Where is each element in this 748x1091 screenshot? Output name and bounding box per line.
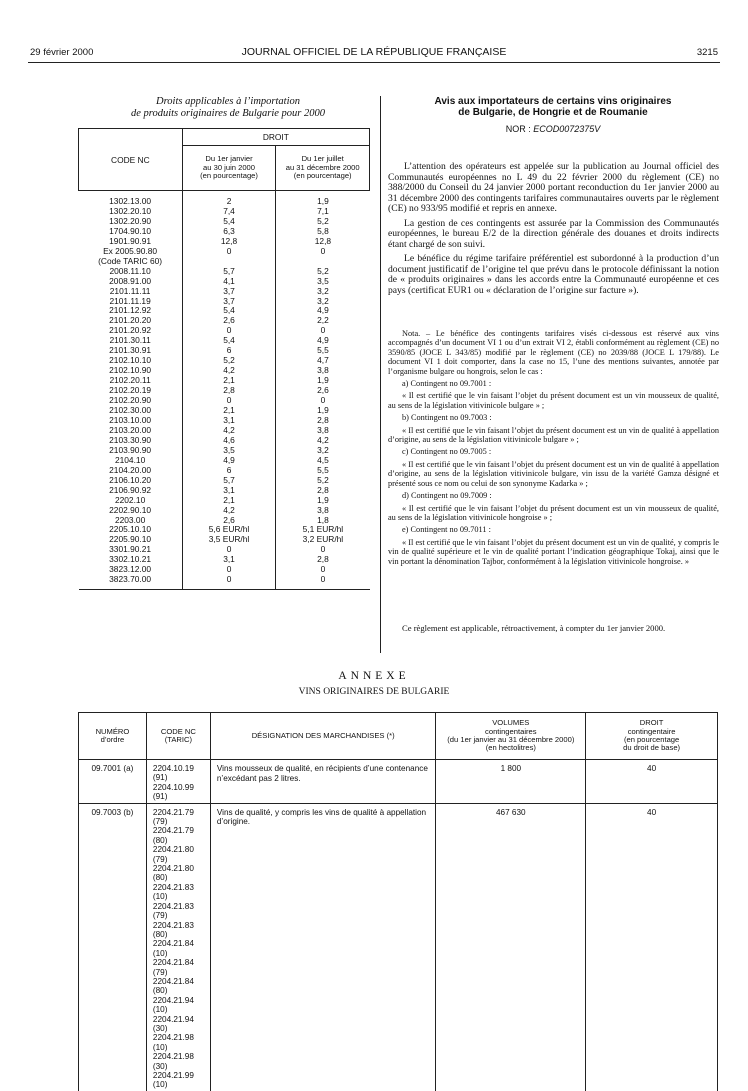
code-nc-cell: 2202.10: [79, 496, 183, 506]
code-nc-cell: 2008.91.00: [79, 277, 183, 287]
annex-code: 2204.21.99 (10): [152, 1071, 194, 1090]
duty-period-2-cell: 1,9: [317, 375, 329, 386]
annex-designation: Vins mousseux de qualité, en récipients d’une contenance n’excédant pas 2 litres.: [210, 760, 436, 804]
duty-period-1-cell: 0: [182, 545, 276, 555]
annex-table-body: [79, 760, 718, 1091]
nor-label: NOR :: [505, 124, 531, 134]
period-header-line: au 30 juin 2000: [203, 162, 255, 172]
annex-header-text: contingentaire: [627, 726, 676, 736]
code-nc-cell: 2205.10.10: [79, 525, 183, 535]
annex-volume: 1 800: [436, 760, 586, 804]
code-nc-header: CODE NC: [79, 129, 183, 191]
contingent-list: [388, 379, 719, 566]
duty-period-2-cell: 3,2 EUR/hl: [302, 534, 344, 545]
journal-title: JOURNAL OFFICIEL DE LA RÉPUBLIQUE FRANÇAISE: [241, 46, 507, 58]
duty-period-1-cell: 5,4: [182, 306, 276, 316]
code-nc-cell: 2202.90.10: [79, 506, 183, 516]
annex-header-text: VOLUMES: [492, 718, 530, 728]
duty-period-2-cell: 0: [320, 395, 326, 406]
duty-period-2-cell: 4,9: [317, 335, 329, 346]
duty-period-2-cell: 2,2: [317, 315, 329, 326]
duty-period-2-cell: 1,8: [317, 514, 329, 525]
duty-period-2-cell: 3,2: [317, 285, 329, 296]
duty-period-1-cell: 4,1: [182, 277, 276, 287]
annex-header-code: [146, 713, 210, 760]
duty-period-1-cell: 7,4: [182, 207, 276, 217]
duties-title-line: Droits applicables à l’importation: [156, 96, 300, 107]
annex-volume: 467 630: [436, 803, 586, 1091]
duty-period-2-cell: 0: [320, 564, 326, 575]
duty-period-1-cell: 12,8: [182, 237, 276, 247]
page-number: 3215: [696, 47, 718, 58]
duty-period-1-cell: 2,1: [182, 496, 276, 506]
annex-header-text: du droit de base): [623, 743, 681, 753]
annex-header-text: d’ordre: [100, 735, 125, 744]
code-nc-cell: 3823.70.00: [79, 575, 183, 589]
annex-header-text: (TARIC): [164, 735, 193, 744]
duty-period-2-cell: 3,5: [317, 275, 329, 286]
duty-period-1-cell: 2,6: [182, 516, 276, 526]
annex-designation: Vins de qualité, y compris les vins de qualité à appellation d’origine.: [210, 803, 436, 1091]
duty-period-2-cell: 5,8: [317, 225, 329, 236]
code-nc-cell: 1302.20.10: [79, 207, 183, 217]
contingent-label: d) Contingent no 09.7009 :: [402, 491, 492, 501]
duty-period-2-cell: 0: [320, 574, 326, 585]
annex-code: 2204.21.84 (79): [152, 958, 194, 977]
annex-code: 2204.21.83 (10): [152, 882, 194, 902]
annex-code: 2204.21.98 (10): [152, 1033, 194, 1052]
code-nc-cell: 1302.13.00: [79, 191, 183, 207]
annex-header-text: contingentaires: [485, 726, 537, 736]
duty-period-1-cell: 3,5 EUR/hl: [182, 535, 276, 545]
duty-period-2-cell: 0: [320, 544, 326, 555]
duty-period-2-cell: 2,8: [317, 414, 329, 425]
duty-period-1-cell: 5,4: [182, 336, 276, 346]
period-header-line: Du 1er juillet: [301, 154, 344, 164]
period-header-line: (en pourcentage): [293, 171, 352, 181]
duty-period-1-cell: 0: [182, 396, 276, 406]
notice-paragraph: La gestion de ces contingents est assurée par la Commission des Communautés européennes, le bureau E/2 de la direction générale des douanes et droits indirects étant chargé de son suivi.: [388, 217, 719, 250]
duty-period-2-cell: 2,6: [317, 385, 329, 396]
code-nc-cell: (Code TARIC 60): [79, 257, 183, 267]
nor-reference: [388, 124, 718, 134]
duty-period-1-cell: 5,6 EUR/hl: [182, 525, 276, 535]
duty-period-2-cell: 0: [320, 245, 326, 256]
duties-table: [78, 128, 370, 590]
period-1-header: [182, 146, 276, 191]
annex-header-text: DÉSIGNATION DES MARCHANDISES (*): [251, 730, 395, 740]
duty-period-1-cell: 3,5: [182, 446, 276, 456]
nota-intro: Nota. – Le bénéfice des contingents tarifaires visés ci-dessous est réservé aux vins accompagnés d’un document VI 1 ou d’un extrait VI 2, établi conformément au règlement (CE) no 3590/85 (JOCE L 343/85) modifié par le règlement (CE) no 2039/88 (JOCE L 179/88). Le document VI 1 doit comporter, dans la case no 15, l’une des mentions suivantes, annotée par l’organisme bulgare ou hongrois, selon le cas :: [388, 329, 719, 376]
code-nc-cell: 1704.90.10: [79, 227, 183, 237]
closing-statement: [388, 624, 719, 633]
code-nc-cell: 2103.20.00: [79, 426, 183, 436]
notice-title-line: de Bulgarie, de Hongrie et de Roumanie: [458, 107, 648, 118]
code-nc-cell: 2101.11.11: [79, 287, 183, 297]
nor-value: ECOD0072375V: [533, 124, 601, 134]
table-row: [79, 506, 370, 516]
notice-body: [388, 162, 719, 300]
notice-paragraph: L’attention des opérateurs est appelée sur la publication au Journal officiel des Communautés européennes no L 49 du 22 février 2000 du règlement (CE) no 388/2000 du Conseil du 24 janvier 2000 portant reconduction du 1er janvier 2000 au 31 décembre 2000 des contingents tarifaires communautaires ouverts par le règlement (CE) no 933/95 modifié et repris en annexe.: [388, 161, 719, 214]
duty-period-1-cell: 2: [182, 191, 276, 207]
contingent-text: « Il est certifié que le vin faisant l’objet du présent document est un vin mousseux de qualité, au sens de la législation vitivinicole bulgare » ;: [388, 391, 719, 410]
duty-period-1-cell: 6: [182, 466, 276, 476]
duty-period-1-cell: 3,7: [182, 287, 276, 297]
column-divider: [380, 96, 381, 653]
duty-period-1-cell: 4,9: [182, 456, 276, 466]
code-nc-cell: 2102.10.10: [79, 356, 183, 366]
annex-code: 2204.21.83 (80): [152, 920, 194, 939]
annex-code: 2204.21.79 (80): [152, 826, 194, 845]
duty-period-2-cell: 5,2: [317, 474, 329, 485]
table-row: [79, 575, 370, 589]
duty-period-1-cell: 4,6: [182, 436, 276, 446]
duty-period-2-cell: 5,2: [317, 265, 329, 276]
annex-code: 2204.21.83 (79): [152, 901, 194, 921]
code-nc-cell: 2008.11.10: [79, 267, 183, 277]
duty-period-2-cell: 2,8: [317, 484, 329, 495]
annex-code: 2204.21.84 (10): [152, 939, 194, 958]
duties-table-body: [79, 191, 370, 590]
contingent-label: b) Contingent no 09.7003 :: [402, 413, 492, 423]
code-nc-cell: 2103.30.90: [79, 436, 183, 446]
duty-period-2-cell: 3,8: [317, 504, 329, 515]
code-nc-cell: 2103.10.00: [79, 416, 183, 426]
duty-period-1-cell: 4,2: [182, 366, 276, 376]
duty-period-1-cell: 2,1: [182, 376, 276, 386]
annex-code: 2204.21.79 (79): [152, 807, 194, 827]
period-header-line: Du 1er janvier: [205, 154, 253, 164]
period-header-line: au 31 décembre 2000: [285, 162, 360, 172]
duty-period-2-cell: 12,8: [314, 235, 332, 246]
annex-order-number: 09.7001 (a): [79, 760, 147, 804]
contingent-text: « Il est certifié que le vin faisant l’objet du présent document est un vin de qualité à appellation d’origine, au sens de la législation vitivinicole bulgare, vin issu de la variété Gamza désigné et présenté sous ce nom ou celui de son synonyme Kadarka » ;: [388, 459, 719, 488]
code-nc-cell: 2104.20.00: [79, 466, 183, 476]
annex-duty: 40: [586, 760, 718, 804]
duty-period-2-cell: 5,2: [317, 215, 329, 226]
annex-code: 2204.21.80 (80): [152, 864, 194, 883]
code-nc-cell: 3302.10.21: [79, 555, 183, 565]
code-nc-cell: Ex 2005.90.80: [79, 247, 183, 257]
code-nc-cell: 2203.00: [79, 516, 183, 526]
code-nc-cell: 2102.20.90: [79, 396, 183, 406]
code-nc-cell: 2101.20.92: [79, 326, 183, 336]
annex-codes-cell: [146, 760, 210, 804]
closing-text: Ce règlement est applicable, rétroactivement, à compter du 1er janvier 2000.: [402, 623, 666, 633]
duty-period-2-cell: 4,2: [317, 434, 329, 445]
duty-period-2-cell: 1,9: [317, 405, 329, 416]
annex-codes-cell: [146, 803, 210, 1091]
annex-row: [79, 760, 718, 804]
code-nc-cell: 2101.12.92: [79, 306, 183, 316]
duty-period-2-cell: 3,2: [317, 295, 329, 306]
code-nc-cell: 2102.20.11: [79, 376, 183, 386]
droit-header: DROIT: [182, 129, 369, 146]
header-rule: [28, 62, 720, 63]
contingent-text: « Il est certifié que le vin faisant l’objet du présent document est un vin mousseux de qualité, au sens de la législation vitivinicole hongroise » ;: [388, 503, 719, 522]
code-nc-cell: 1901.90.91: [79, 237, 183, 247]
duty-period-1-cell: 6,3: [182, 227, 276, 237]
annex-title: ANNEXE: [338, 670, 410, 682]
duty-period-2-cell: 4,5: [317, 454, 329, 465]
period-header-line: (en pourcentage): [200, 171, 258, 181]
code-nc-cell: 2101.30.91: [79, 346, 183, 356]
annex-order-number: 09.7003 (b): [79, 803, 147, 1091]
duty-period-1-cell: 2,1: [182, 406, 276, 416]
annex-header-text: (en hectolitres): [485, 743, 536, 753]
duty-period-1-cell: 2,8: [182, 386, 276, 396]
code-nc-cell: 2102.30.00: [79, 406, 183, 416]
duty-period-1-cell: 6: [182, 346, 276, 356]
duty-period-1-cell: 5,7: [182, 476, 276, 486]
contingent-label: c) Contingent no 09.7005 :: [402, 447, 492, 457]
duty-period-1-cell: 3,7: [182, 297, 276, 307]
table-row: [79, 191, 370, 207]
annex-code: 2204.21.84 (80): [152, 976, 194, 996]
period-2-header: [276, 146, 370, 191]
duty-period-2-cell: 4,9: [317, 305, 329, 316]
annex-code: 2204.21.98 (30): [152, 1052, 194, 1071]
code-nc-cell: 2101.20.20: [79, 316, 183, 326]
annex-code: 2204.21.94 (10): [152, 995, 194, 1015]
contingent-text: « Il est certifié que le vin faisant l’objet du présent document est un vin de qualité, y compris le vin de qualité supérieure et le vin de qualité portant l’indication géographique Tokaj, ainsi que le vin portant la dénomination Tajbor, conformément à la législation vitivinicole hongroise. »: [388, 537, 719, 566]
duty-period-2-cell: 1,9: [317, 196, 329, 206]
duty-period-1-cell: 5,7: [182, 267, 276, 277]
annex-code: 2204.21.80 (79): [152, 845, 194, 864]
duty-period-2-cell: 4,7: [317, 355, 329, 366]
code-nc-cell: 2103.90.90: [79, 446, 183, 456]
annex-subtitle: VINS ORIGINAIRES DE BULGARIE: [298, 687, 450, 697]
duty-period-2-cell: 5,1 EUR/hl: [302, 524, 344, 535]
annex-code: 2204.10.99 (91): [152, 782, 194, 802]
annex-table: [78, 712, 718, 1091]
header-date: 29 février 2000: [30, 47, 94, 58]
annex-row: [79, 803, 718, 1091]
notice-title: [388, 96, 718, 118]
code-nc-cell: 3301.90.21: [79, 545, 183, 555]
duties-table-title: [78, 96, 378, 120]
annex-header-text: (en pourcentage: [623, 735, 680, 744]
annex-header-text: (du 1er janvier au 31 décembre 2000): [447, 735, 575, 744]
annex-code: 2204.21.94 (30): [152, 1014, 194, 1033]
duties-title-line: de produits originaires de Bulgarie pour 2000: [130, 108, 326, 119]
duty-period-1-cell: 3,1: [182, 416, 276, 426]
duty-period-2-cell: 3,8: [317, 365, 329, 376]
duty-period-1-cell: 0: [182, 326, 276, 336]
code-nc-cell: 2101.11.19: [79, 297, 183, 307]
duty-period-2-cell: 5,5: [317, 464, 329, 475]
code-nc-cell: 2205.90.10: [79, 535, 183, 545]
duty-period-2-cell: 3,8: [317, 424, 329, 435]
code-nc-cell: 1302.20.90: [79, 217, 183, 227]
annex-header-designation: [210, 713, 436, 760]
code-nc-cell: 2101.30.11: [79, 336, 183, 346]
code-nc-cell: 2102.10.90: [79, 366, 183, 376]
nota-block: [388, 329, 719, 569]
code-nc-cell: 3823.12.00: [79, 565, 183, 575]
duty-period-1-cell: 0: [182, 575, 276, 589]
annex-code: 2204.10.19 (91): [152, 764, 194, 783]
code-nc-cell: 2106.10.20: [79, 476, 183, 486]
duty-period-1-cell: 0: [182, 565, 276, 575]
notice-title-line: Avis aux importateurs de certains vins originaires: [434, 96, 672, 107]
duty-period-1-cell: 3,1: [182, 486, 276, 496]
annex-header-duty: [586, 713, 718, 760]
notice-paragraph: Le bénéfice du régime tarifaire préférentiel est subordonné à la production d’un document justificatif de l’origine tel que prévu dans le protocole définissant la notion de « produits originaires » dans les accords entre la Communauté européenne et ces pays (certificat EUR1 ou « déclaration de l’origine sur facture »).: [388, 253, 719, 296]
duty-period-2-cell: 0: [320, 325, 326, 336]
duty-period-1-cell: 2,6: [182, 316, 276, 326]
duty-period-1-cell: 0: [182, 247, 276, 257]
annex-header-volumes: [436, 713, 586, 760]
duty-period-2-cell: 7,1: [317, 205, 329, 216]
duty-period-1-cell: 4,2: [182, 426, 276, 436]
annex-header-num: [79, 713, 147, 760]
duty-period-2-cell: 1,9: [317, 494, 329, 505]
annex-header-text: NUMÉRO: [95, 726, 130, 736]
duty-period-1-cell: 5,2: [182, 356, 276, 366]
code-nc-cell: 2106.90.92: [79, 486, 183, 496]
contingent-text: « Il est certifié que le vin faisant l’objet du présent document est un vin de qualité à appellation d’origine, au sens de la législation vitivinicole bulgare » ;: [388, 425, 719, 445]
code-nc-cell: 2102.20.19: [79, 386, 183, 396]
duty-period-1-cell: 4,2: [182, 506, 276, 516]
duty-period-2-cell: 5,5: [317, 345, 329, 356]
code-nc-cell: 2104.10: [79, 456, 183, 466]
annex-duty: 40: [586, 803, 718, 1091]
duty-period-1-cell: 5,4: [182, 217, 276, 227]
annex-header-text: CODE NC: [160, 726, 196, 736]
annex-header-text: DROIT: [639, 718, 664, 728]
duty-period-2-cell: 3,2: [317, 444, 329, 455]
contingent-label: a) Contingent no 09.7001 :: [402, 379, 492, 389]
contingent-label: e) Contingent no 09.7011 :: [402, 525, 491, 535]
duty-period-2-cell: 2,8: [317, 554, 329, 565]
duty-period-1-cell: 3,1: [182, 555, 276, 565]
